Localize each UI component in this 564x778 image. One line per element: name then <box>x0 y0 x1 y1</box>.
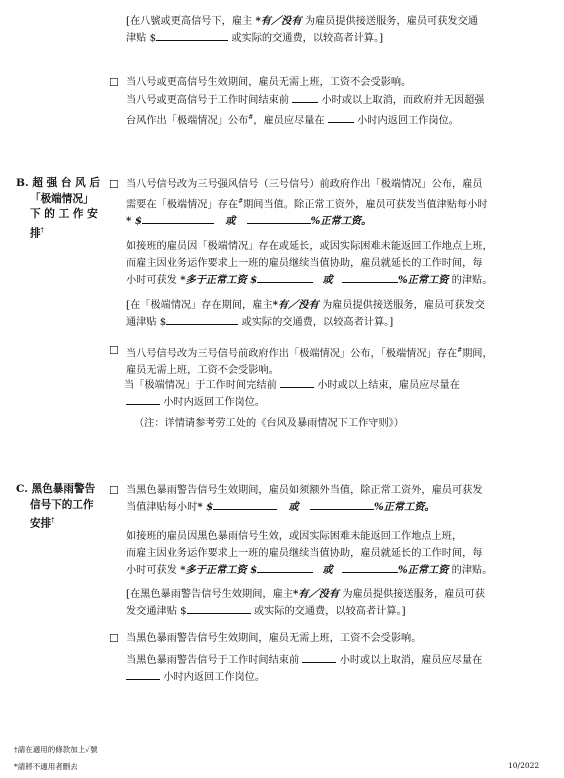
text: 小时或以上结束，雇员应尽量在 <box>317 380 460 391</box>
text: 或 <box>322 274 333 286</box>
text: 当八号或更高信号于工作时间结束前 <box>126 95 289 106</box>
heading-line: B. 超 强 台 风 后 <box>16 177 101 189</box>
blank-field[interactable] <box>126 394 160 405</box>
section-b-transport-clause <box>126 297 550 331</box>
text: 为雇员提供接送服务，雇员可获发交 <box>321 300 485 311</box>
blank-field[interactable] <box>257 272 313 283</box>
text: *多于正常工资 $ <box>180 564 258 576</box>
heading-line: 「极端情况」 <box>30 192 94 205</box>
section-c-heading <box>16 482 95 532</box>
text: * $ <box>126 215 142 228</box>
text: 当黑色暴雨警告信号于工作时间结束前 <box>126 655 300 666</box>
blank-field[interactable] <box>310 499 374 510</box>
text: 而雇主因业务运作要求上一班的雇员继续当值协助，雇员就延长的工作时间，每 <box>126 258 483 269</box>
text: 发交通津贴 $ <box>126 606 187 617</box>
footnote-delete: *請將不適用者刪去 <box>14 762 78 771</box>
text: 小时内返回工作岗位。 <box>163 672 266 683</box>
text: 为雇员提供接送服务，雇员可获 <box>342 589 485 600</box>
checkbox[interactable]: ☐ <box>109 76 119 89</box>
text: %正常工资。 <box>373 501 435 513</box>
heading-line: 安排† <box>30 517 55 530</box>
text: %正常工资 <box>397 274 449 286</box>
text: 小时或以上取消，而政府并无因超强 <box>321 95 485 106</box>
text: * $ <box>197 501 214 513</box>
section-b-extension-clause <box>126 238 550 289</box>
text: 或 <box>225 215 236 228</box>
text: 或 <box>288 501 299 513</box>
blank-field[interactable] <box>342 562 398 573</box>
text: 期间， <box>462 348 493 360</box>
text: 小时或以上取消，雇员应尽量在 <box>339 655 483 666</box>
text: 如接班的雇员因黑色暴雨信号生效，或因实际困难未能返回工作地点上班， <box>126 531 463 542</box>
transport-clause-top <box>126 13 550 47</box>
checkbox[interactable]: ☐ <box>109 344 119 357</box>
blank-field[interactable] <box>187 603 251 614</box>
text: 津贴 $ <box>126 33 157 44</box>
text: 或 <box>322 564 333 576</box>
section-c-transport-clause <box>126 586 550 620</box>
section-b-heading <box>16 176 100 242</box>
choice-text: *有／没有 <box>292 588 340 600</box>
blank-field[interactable] <box>328 112 354 123</box>
text: 的津贴。 <box>451 565 493 576</box>
text: ，雇员应尽量在 <box>253 115 325 127</box>
text: *多于正常工资 $ <box>180 274 258 286</box>
heading-line: C. 黑色暴雨警告 <box>16 483 96 495</box>
text: 当黑色暴雨警告信号生效期间，雇员如须额外当值，除正常工资外，雇员可获发 <box>126 485 483 496</box>
checkbox[interactable]: ☐ <box>109 632 119 645</box>
text: 期间当值。除正常工资外，雇员可获发当值津贴每小时 <box>243 199 488 211</box>
text: 如接班的雇员因「极端情况」存在或延长，或因实际困难未能返回工作地点上班， <box>126 241 493 252</box>
blank-field[interactable] <box>292 92 318 103</box>
form-date: 10/2022 <box>508 761 540 770</box>
section-b-return-clause <box>126 377 550 411</box>
text: 或实际的交通费，以较高者计算。] <box>253 606 406 617</box>
text: 小时内返回工作岗位。 <box>163 397 266 408</box>
text: 小时可获发 <box>126 565 177 576</box>
text: %正常工资。 <box>310 215 372 228</box>
blank-field[interactable] <box>156 30 228 41</box>
text: [在黑色暴雨警告信号生效期间，雇主 <box>126 589 293 600</box>
section-b-no-work-clause <box>126 342 550 379</box>
hash-mark: # <box>238 198 244 205</box>
heading-line: 信号下的工作 <box>30 498 94 511</box>
blank-field[interactable] <box>142 213 214 224</box>
no-work-clause-top: 当八号或更高信号生效期间，雇员无需上班，工资不会受影响。 <box>126 77 412 88</box>
blank-field[interactable] <box>342 272 398 283</box>
section-c-no-work-clause: 当黑色暴雨警告信号生效期间，雇员无需上班，工资不会受影响。 <box>126 633 422 644</box>
text: 雇员无需上班，工资不会受影响。 <box>126 365 279 377</box>
text: 当「极端情况」于工作时间完结前 <box>124 380 277 391</box>
text: 通津贴 $ <box>126 317 167 328</box>
text: 小时内返回工作岗位。 <box>357 115 459 127</box>
heading-line: 排† <box>30 226 44 240</box>
choice-text: *有／没有 <box>272 299 319 311</box>
text: [在八號或更高信号下，雇主 <box>126 16 253 27</box>
text: 而雇主因业务运作要求上一班的雇员继续当值协助，雇员就延长的工作时间，每 <box>126 548 483 559</box>
checkbox[interactable]: ☐ <box>109 178 119 191</box>
text: 当八号信号改为三号强风信号（三号信号）前政府作出「极端情况」公布，雇员 <box>126 179 483 190</box>
footnote-tick: †請在適用的條款加上✓號 <box>14 745 98 754</box>
text: 当八号信号改为三号信号前政府作出「极端情况」公布，「极端情况」存在 <box>126 348 458 360</box>
section-c-extension-clause <box>126 528 550 579</box>
cancel-clause-top <box>126 92 550 129</box>
section-c-duty-clause <box>126 482 550 516</box>
text: 台风作出「极端情况」公布 <box>126 115 249 127</box>
heading-line: 下 的 工 作 安 <box>30 208 98 220</box>
blank-field[interactable] <box>126 669 160 680</box>
checkbox[interactable]: ☐ <box>109 484 119 497</box>
blank-field[interactable] <box>280 377 314 388</box>
blank-field[interactable] <box>247 213 311 224</box>
text: 的津贴。 <box>451 275 493 286</box>
text: [在「极端情况」存在期间，雇主 <box>126 300 273 311</box>
text: 为雇员提供接送服务，雇员可获发交通 <box>304 16 478 27</box>
text: 小时可获发 <box>126 275 177 286</box>
blank-field[interactable] <box>213 499 277 510</box>
section-b-note: （注：详情请参考劳工处的《台风及暴雨情况下工作守则》） <box>134 418 404 429</box>
hash-mark: # <box>248 114 254 121</box>
text: 需要在「极端情况」存在 <box>126 199 239 211</box>
blank-field[interactable] <box>302 652 336 663</box>
hash-mark: # <box>457 347 463 354</box>
choice-text: *有／没有 <box>255 15 302 27</box>
blank-field[interactable] <box>166 314 238 325</box>
text: %正常工资 <box>397 564 449 576</box>
text: 或实际的交通费，以较高者计算。] <box>231 33 384 44</box>
section-c-return-clause <box>126 652 550 686</box>
section-b-duty-clause <box>126 176 550 230</box>
text: 或实际的交通费，以较高者计算。] <box>241 317 394 328</box>
blank-field[interactable] <box>257 562 313 573</box>
text: 当值津贴每小时 <box>126 502 198 513</box>
